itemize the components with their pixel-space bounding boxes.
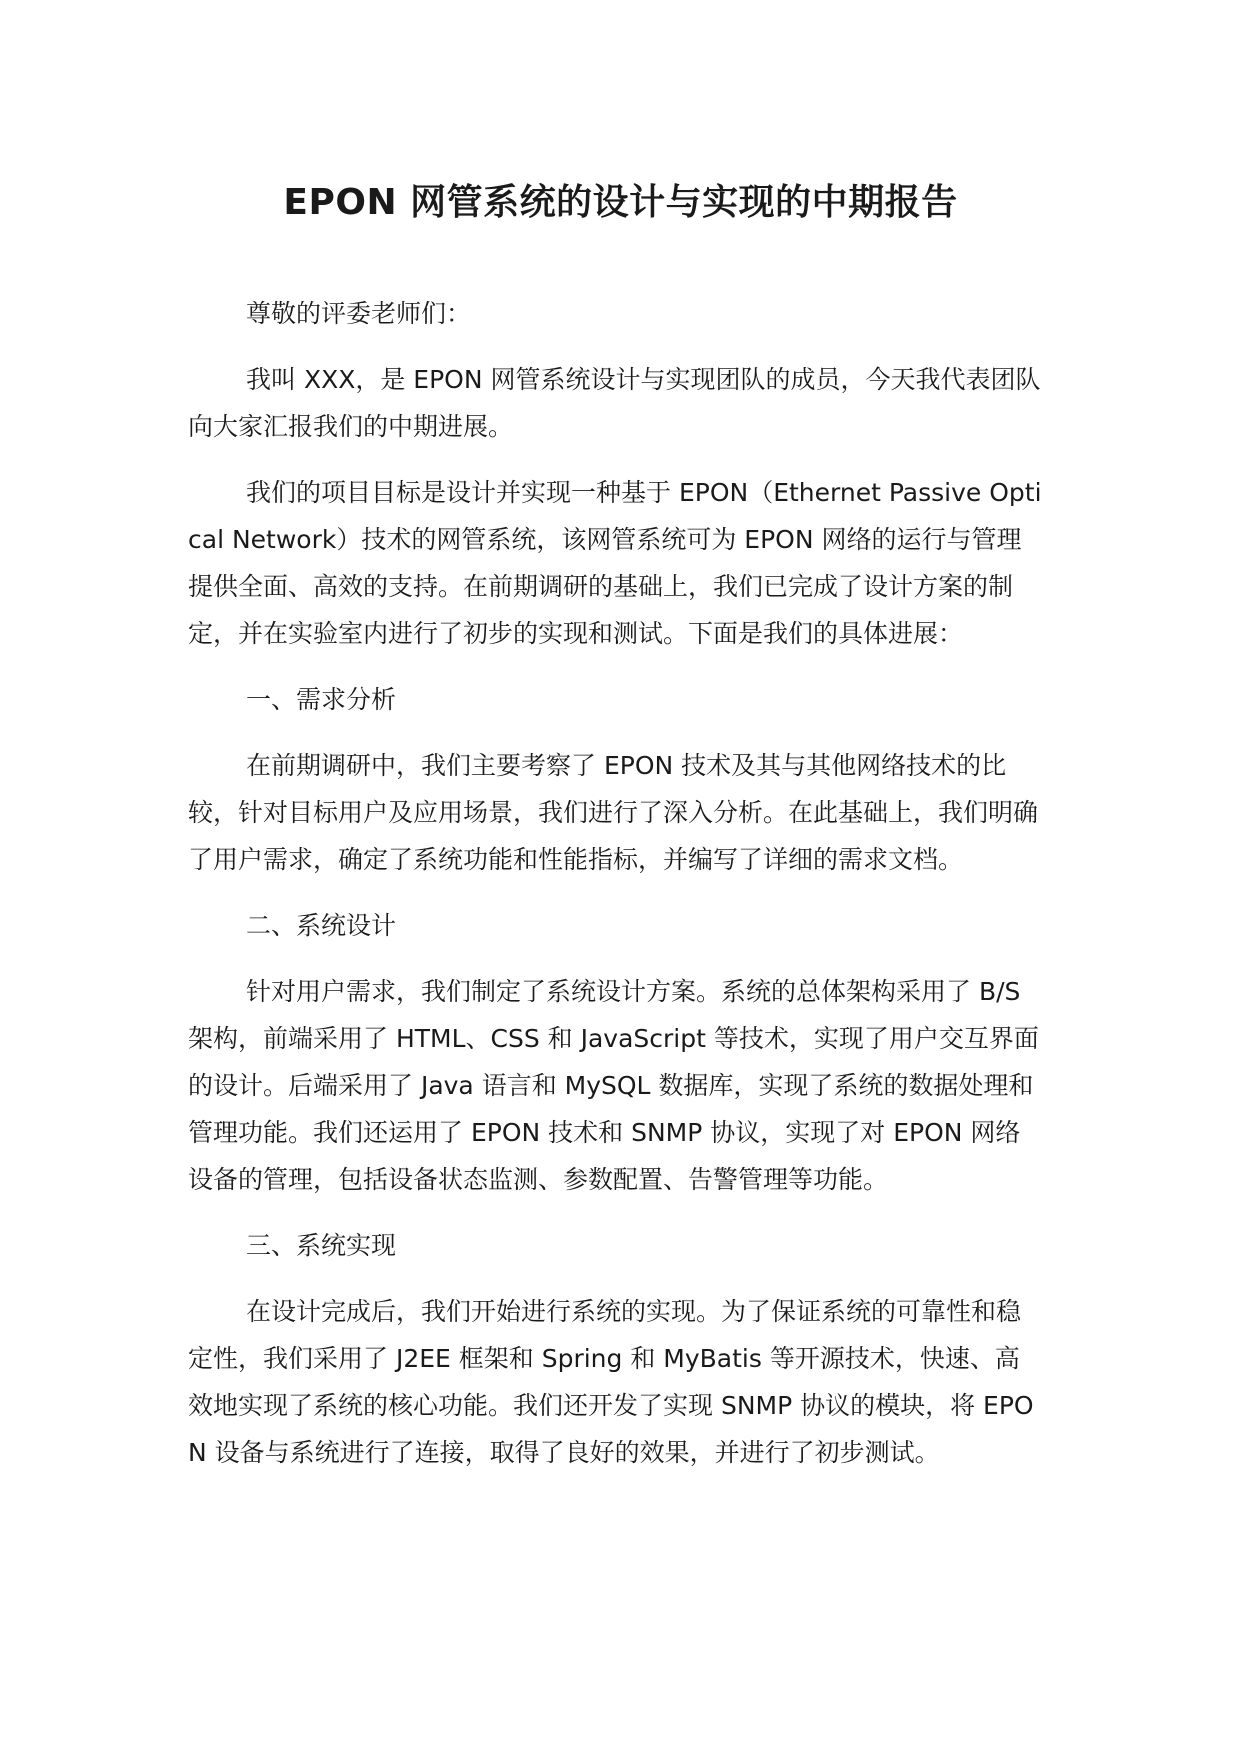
- goal-paragraph: 我们的项目目标是设计并实现一种基于 EPON（Ethernet Passive Optical Network）技术的网管系统，该网管系统可为 EPON 网络的运行与管理提供全面、高效的支持。在前期调研的基础上，我们已完成了设计方案的制定，并在实验室内进行了初步的实现和测试。下面是我们的具体进展：: [188, 478, 1042, 648]
- section-text-design: 针对用户需求，我们制定了系统设计方案。系统的总体架构采用了 B/S 架构，前端采用了 HTML、CSS 和 JavaScript 等技术，实现了用户交互界面的设计。后端采用了 Java 语言和 MySQL 数据库，实现了系统的数据处理和管理功能。我们还运用了 EPON 技术和 SNMP 协议，实现了对 EPON 网络设备的管理，包括设备状态监测、参数配置、告警管理等功能。: [188, 977, 1039, 1194]
- section-heading-requirements: 一、需求分析: [246, 685, 397, 714]
- document-body: [188, 290, 1043, 1495]
- section-heading-design: 二、系统设计: [246, 911, 397, 940]
- section-heading-implementation: 三、系统实现: [246, 1231, 397, 1260]
- section-text-implementation: 在设计完成后，我们开始进行系统的实现。为了保证系统的可靠性和稳定性，我们采用了 J2EE 框架和 Spring 和 MyBatis 等开源技术，快速、高效地实现了系统的核心功能。我们还开发了实现 SNMP 协议的模块，将 EPON 设备与系统进行了连接，取得了良好的效果，并进行了初步测试。: [188, 1297, 1034, 1467]
- document-title: EPON 网管系统的设计与实现的中期报告: [283, 182, 958, 223]
- section-text-requirements: 在前期调研中，我们主要考察了 EPON 技术及其与其他网络技术的比较，针对目标用户及应用场景，我们进行了深入分析。在此基础上，我们明确了用户需求，确定了系统功能和性能指标，并编写了详细的需求文档。: [188, 751, 1039, 874]
- salutation: 尊敬的评委老师们：: [246, 299, 472, 328]
- intro-paragraph: 我叫 XXX，是 EPON 网管系统设计与实现团队的成员，今天我代表团队向大家汇报我们的中期进展。: [188, 365, 1041, 441]
